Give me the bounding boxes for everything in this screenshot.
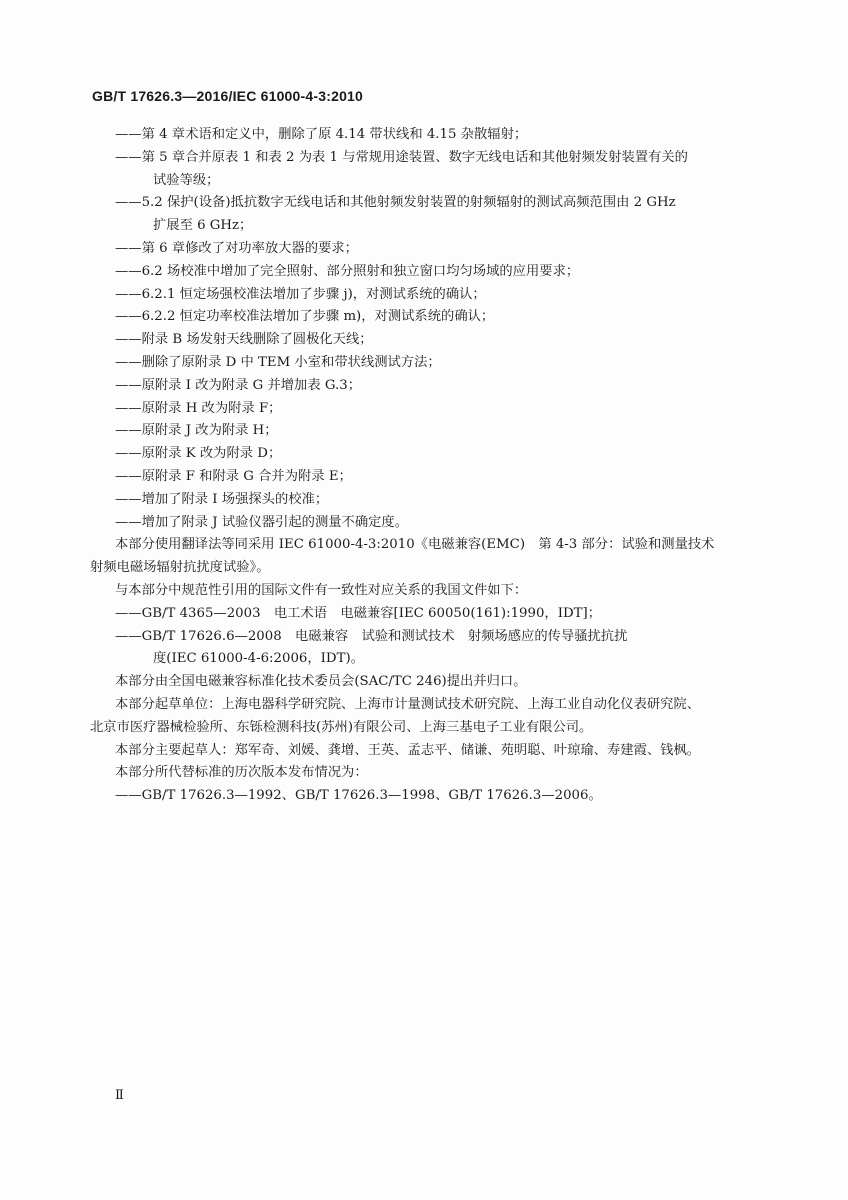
list-item: ——第 4 章术语和定义中，删除了原 4.14 带状线和 4.15 杂散辐射； [115,127,528,142]
list-item: ——原附录 F 和附录 G 合并为附录 E； [115,468,352,484]
paragraph-line: 本部分主要起草人：郑军奇、刘媛、龚增、王英、孟志平、储谦、苑明聪、叶琼瑜、寿建霞、钱枫。 [115,742,701,758]
list-item-continuation: 度(IEC 61000-4-6:2006，IDT)。 [153,651,364,667]
paragraph-line: 本部分由全国电磁兼容标准化技术委员会(SAC/TC 246)提出并归口。 [115,674,527,690]
paragraph-line: 本部分使用翻译法等同采用 IEC 61000-4-3:2010《电磁兼容(EMC) 第 4-3 部分：试验和测量技术 [115,537,715,553]
paragraph-line: 本部分起草单位：上海电器科学研究院、上海市计量测试技术研究院、上海工业自动化仪表研究院、 [115,696,701,712]
list-item-continuation: 扩展至 6 GHz； [153,218,253,234]
list-item: ——增加了附录 I 场强探头的校准； [115,491,329,507]
list-item: ——GB/T 17626.6—2008 电磁兼容 试验和测试技术 射频场感应的传导骚扰抗扰 [115,628,628,644]
list-item: ——第 5 章合并原表 1 和表 2 为表 1 与常规用途装置、数字无线电话和其他射频发射装置有关的 [115,149,688,165]
standard-number-header: GB/T 17626.3—2016/IEC 61000-4-3:2010 [92,88,364,104]
list-item: ——原附录 K 改为附录 D； [115,446,282,462]
list-item: ——原附录 I 改为附录 G 并增加表 G.3； [115,377,361,393]
list-item: ——6.2.2 恒定功率校准法增加了步骤 m)，对测试系统的确认； [115,309,495,325]
list-item: ——6.2 场校准中增加了完全照射、部分照射和独立窗口均匀场域的应用要求； [115,263,580,279]
list-item: ——6.2.1 恒定场强校准法增加了步骤 j)，对测试系统的确认； [115,286,486,302]
page-number: Ⅱ [115,1088,124,1103]
paragraph-line: 与本部分中规范性引用的国际文件有一致性对应关系的我国文件如下： [115,582,528,598]
list-item: ——原附录 H 改为附录 F； [115,400,282,416]
list-item: ——原附录 J 改为附录 H； [115,423,278,439]
list-item: ——增加了附录 J 试验仪器引起的测量不确定度。 [115,514,409,530]
paragraph-continuation: 射频电磁场辐射抗扰度试验》。 [90,560,270,576]
list-item-continuation: 试验等级； [153,172,220,188]
document-body [90,124,765,808]
paragraph-continuation: 北京市医疗器械检验所、东铄检测科技(苏州)有限公司、上海三基电子工业有限公司。 [90,719,593,735]
paragraph-line: 本部分所代替标准的历次版本发布情况为： [115,765,368,781]
list-item: ——5.2 保护(设备)抵抗数字无线电话和其他射频发射装置的射频辐射的测试高频范围由 2 GHz [115,195,676,211]
list-item: ——GB/T 17626.3—1992、GB/T 17626.3—1998、GB/T 17626.3—2006。 [115,788,602,804]
list-item: ——第 6 章修改了对功率放大器的要求； [115,240,358,256]
list-item: ——GB/T 4365—2003 电工术语 电磁兼容[IEC 60050(161):1990，IDT]； [115,605,601,621]
list-item: ——附录 B 场发射天线删除了圆极化天线； [115,332,373,348]
list-item: ——删除了原附录 D 中 TEM 小室和带状线测试方法； [115,354,441,370]
